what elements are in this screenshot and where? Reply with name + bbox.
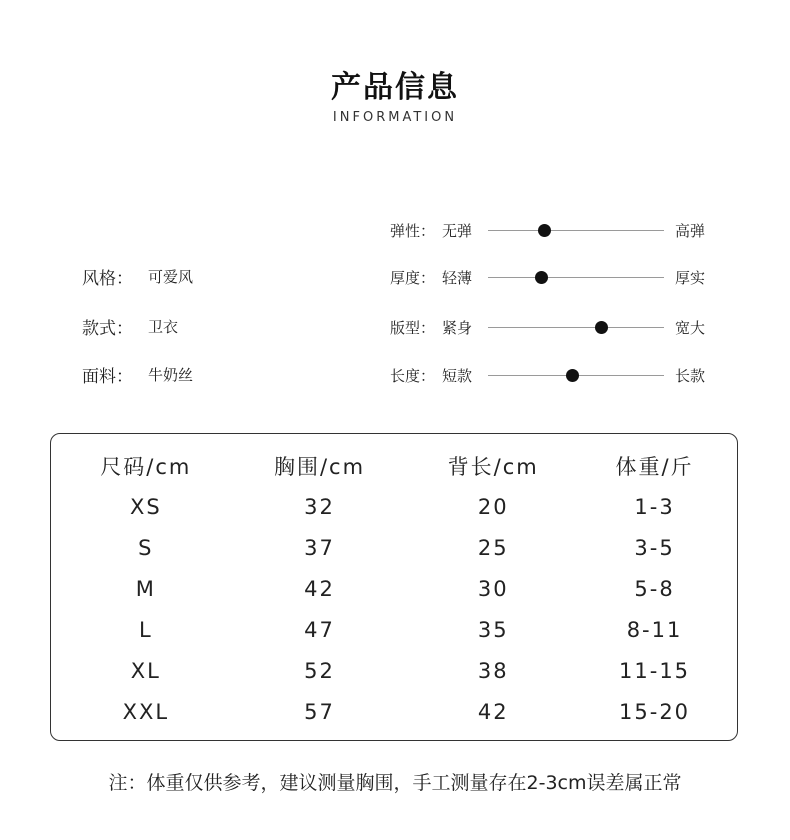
table-cell: 11-15 [619,658,691,683]
scale-label: 长度： [390,367,436,385]
table-cell: XXL [122,699,170,724]
scale-label: 版型： [390,319,436,337]
length-scale [390,365,720,389]
scale-marker [538,224,551,237]
attribute-label: 风格： [82,269,133,289]
table-cell: 8-11 [626,617,683,642]
scale-low-label: 短款 [442,367,473,385]
scale-low-label: 轻薄 [442,269,473,287]
table-cell: 5-8 [634,576,675,601]
table-cell: 32 [304,494,335,519]
scale-label: 弹性： [390,222,436,240]
column-header: 胸围/cm [273,455,366,479]
column-header: 背长/cm [447,455,539,479]
page-title: 产品信息 [331,70,459,105]
table-cell: L [138,617,153,642]
attribute-label: 款式： [82,319,133,339]
table-row [59,527,729,568]
table-cell: 1-3 [634,494,675,519]
scale-label: 厚度： [390,269,436,287]
column-header: 尺码/cm [100,455,192,479]
table-cell: M [135,576,156,601]
table-cell: 35 [477,617,509,642]
attribute-label: 面料： [82,367,133,387]
table-cell: 52 [304,658,335,683]
scale-marker [595,321,608,334]
table-cell: 3-5 [634,535,675,560]
attribute-style [82,264,194,289]
scale-track [488,277,664,278]
scale-track [488,375,664,376]
attribute-value: 卫衣 [148,318,179,336]
table-cell: 30 [477,576,509,601]
scale-track [488,230,664,231]
scale-high-label: 宽大 [675,319,706,337]
table-row [59,650,729,691]
scale-low-label: 紧身 [442,319,473,337]
table-cell: 37 [304,535,335,560]
table-cell: 47 [304,617,335,642]
thickness-scale [390,267,720,291]
table-cell: XL [130,658,161,683]
scale-track [488,327,664,328]
column-header: 体重/斤 [615,455,694,479]
table-cell: S [138,535,154,560]
table-row [59,609,729,650]
scale-high-label: 长款 [675,367,706,385]
table-cell: 38 [477,658,509,683]
table-header-row [59,446,729,486]
fit-scale [390,317,720,341]
scale-low-label: 无弹 [442,222,473,240]
size-chart [50,433,738,741]
table-cell: 42 [477,699,509,724]
table-cell: 15-20 [619,699,691,724]
attribute-value: 可爱风 [148,268,194,286]
table-cell: XS [129,494,162,519]
scale-high-label: 厚实 [675,269,706,287]
table-row [59,568,729,609]
table-cell: 25 [477,535,509,560]
attribute-fabric [82,362,194,387]
elasticity-scale [390,220,720,244]
scale-marker [535,271,548,284]
attribute-value: 牛奶丝 [148,366,194,384]
page-subtitle: INFORMATION [332,110,458,125]
table-row [59,486,729,527]
scale-marker [566,369,579,382]
table-cell: 20 [477,494,509,519]
scale-high-label: 高弹 [675,222,706,240]
table-row [59,691,729,732]
size-table [59,446,729,732]
table-cell: 57 [304,699,335,724]
attribute-type [82,314,179,339]
measurement-note: 注：体重仅供参考，建议测量胸围，手工测量存在2-3cm误差属正常 [108,772,682,794]
table-cell: 42 [304,576,335,601]
